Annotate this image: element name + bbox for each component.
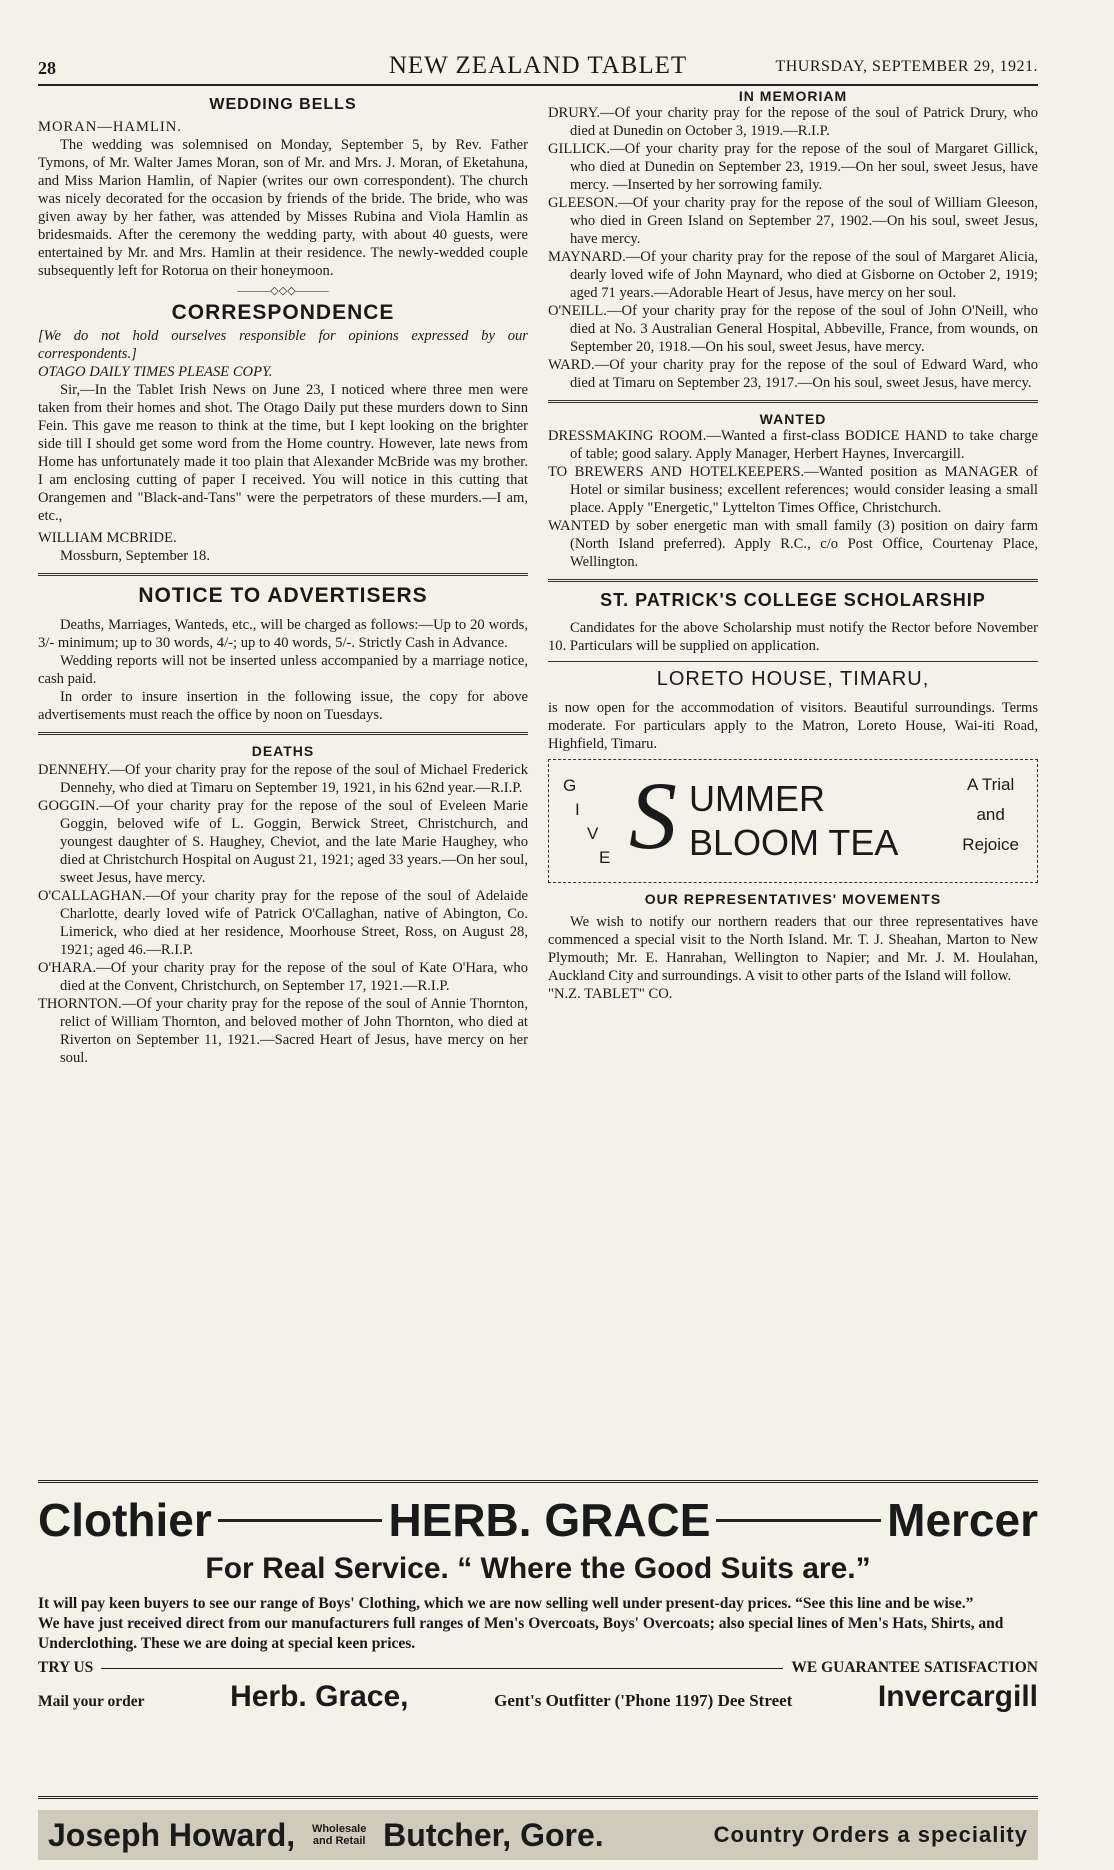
death-notice: DENNEHY.—Of your charity pray for the repose of the soul of Michael Frederick Dennehy, who died at Timaru on September 19, 1921, in his 62nd year.—R.I.P. — [38, 762, 528, 796]
wanted-notice: TO BREWERS AND HOTELKEEPERS.—Wanted position as MANAGER of Hotel or similar business; excellent references; would consider leasing a small place. Apply "Energetic," Lyttelton Times Office, Christchurch. — [548, 464, 1038, 516]
herb-grace-advert — [38, 1490, 1038, 1714]
notice-p1: Deaths, Marriages, Wanteds, etc., will be charged as follows:—Up to 20 words, 3/- minimum; up to 30 words, 4/-; up to 40 words, 5/-. Strictly Cash in Advance. — [38, 617, 528, 651]
tea-letter: V — [587, 824, 599, 843]
scholarship-body: Candidates for the above Scholarship must notify the Rector before November 10. Particulars will be supplied on application. — [548, 620, 1038, 654]
advert-outfitter: Gent's Outfitter ('Phone 1197) Dee Street — [494, 1691, 793, 1710]
death-notice: THORNTON.—Of your charity pray for the repose of the soul of Annie Thornton, relict of William Thornton, and beloved mother of John Thornton, who died at Riverton on September 11, 1921.—Sacred Heart of Jesus, have mercy on her soul. — [38, 996, 528, 1066]
tea-ornate-s: S — [629, 762, 677, 869]
tea-right-line: A Trial — [967, 775, 1015, 794]
correspondence-heading: CORRESPONDENCE — [171, 301, 395, 324]
page-number: 28 — [38, 58, 56, 78]
page-header — [38, 52, 1038, 80]
advert-p1: It will pay keen buyers to see our range of Boys' Clothing, which we are now selling well under present-day prices. “See this line and be wise.” — [38, 1595, 974, 1612]
tea-letter: G — [563, 776, 577, 795]
death-notice: O'CALLAGHAN.—Of your charity pray for the repose of the soul of Adelaide Charlotte, dearly loved wife of Patrick O'Callaghan, native of Abington, Co. Limerick, who died at her residence, Moorhouse Street, Ross, on August 28, 1921; aged 46.—R.I.P. — [38, 888, 528, 958]
death-notice: GOGGIN.—Of your charity pray for the repose of the soul of Eveleen Marie Goggin, beloved wife of L. Goggin, Berwick Street, Christchurch, and youngest daughter of S. Haughey, Cheviot, and the late Marie Haughey, who died at Christchurch Hospital on August 21, 1921; aged 33 years.—On her soul, sweet Jesus, have mercy. — [38, 798, 528, 886]
section-rule — [548, 661, 1038, 662]
tea-line1: UMMER — [689, 778, 825, 819]
section-rule — [38, 573, 528, 576]
wedding-body: The wedding was solemnised on Monday, September 5, by Rev. Father Tymons, of Mr. Walter James Moran, son of Mr. and Mrs. J. Moran, of Eketahuna, and Miss Marion Hamlin, of Napier (writes our own correspondent). The church was nicely decorated for the occasion by friends of the bride. The bride, who was given away by her father, was attended by Misses Rubina and Viola Hamlin as bridesmaids. After the ceremony the wedding party, with about 40 guests, were entertained by Mr. and Mrs. Hamlin at their residence. The newly-wedded couple subsequently left for Rotorua on their honeymoon. — [38, 137, 528, 279]
tea-advertisement — [548, 759, 1038, 883]
correspondence-signature: WILLIAM MCBRIDE. — [38, 530, 177, 546]
tea-letter: I — [575, 800, 580, 819]
advert-mail-row — [38, 1680, 1038, 1714]
section-rule — [548, 579, 1038, 582]
tea-right-text — [962, 770, 1019, 860]
loreto-body: is now open for the accommodation of visitors. Beautiful surroundings. Terms moderate. For particulars apply to the Matron, Loreto House, Wai-iti Road, Highfield, Timaru. — [548, 700, 1038, 752]
deaths-heading: DEATHS — [251, 743, 315, 759]
left-column — [38, 96, 528, 1067]
advert-top-rule — [38, 1480, 1038, 1483]
issue-date: THURSDAY, SEPTEMBER 29, 1921. — [775, 58, 1038, 75]
memoriam-notice: DRURY.—Of your charity pray for the repose of the soul of Patrick Drury, who died at Dunedin on October 3, 1919.—R.I.P. — [548, 105, 1038, 139]
correspondence-note: [We do not hold ourselves responsible for opinions expressed by our correspondents.] — [38, 328, 528, 362]
wedding-subheading: MORAN—HAMLIN. — [38, 119, 182, 135]
masthead-title: NEW ZEALAND TABLET — [388, 52, 688, 79]
reps-heading: OUR REPRESENTATIVES' MOVEMENTS — [644, 891, 942, 907]
advert-line — [101, 1668, 783, 1669]
banner-wholesale: Wholesale and Retail — [311, 1823, 367, 1847]
memoriam-heading: IN MEMORIAM — [738, 88, 848, 104]
memoriam-notice: GLEESON.—Of your charity pray for the repose of the soul of William Gleeson, who died in Green Island on September 27, 1902.—On his soul, sweet Jesus, have mercy. — [548, 195, 1038, 247]
butcher-banner — [38, 1810, 1038, 1860]
tea-line2: BLOOM TEA — [689, 822, 899, 863]
wanted-heading: WANTED — [759, 411, 827, 427]
advert-clothier: Clothier — [38, 1494, 212, 1546]
reps-body: We wish to notify our northern readers that our three representatives have commenced a special visit to the North Island. Mr. T. J. Sheahan, Marton to New Plymouth; Mr. E. Hanrahan, Wellington to Napier; and Mr. J. M. Houlahan, Auckland City and surroundings. A visit to other parts of the Island will follow. — [548, 914, 1038, 984]
advert-herb: Herb. Grace, — [230, 1680, 409, 1713]
correspondence-body: Sir,—In the Tablet Irish News on June 23, I noticed where three men were taken from their homes and shot. The Otago Daily put these murders down to Sinn Fein. This gave me reason to think at the time, but I kept looking on the brighter side till I should get some word from the Home country. However, late news from Home has unfortunately made it too plain that Alexander McBride was my brother. I am enclosing cutting of paper I received. You will notice in this cutting that Orangemen and "Black-and-Tans" were the perpetrators of these murders.—I am, etc., — [38, 382, 528, 524]
banner-row — [38, 1810, 1038, 1860]
advert-p2: We have just received direct from our manufacturers full ranges of Men's Overcoats, Boys' Overcoats; also special lines of Men's Hats, Shirts, and Underclothing. These we are doing at special keen prices. — [38, 1615, 1004, 1652]
advert-mail: Mail your order — [38, 1693, 145, 1710]
advert-guarantee: WE GUARANTEE SATISFACTION — [791, 1659, 1038, 1676]
advert-slogan: For Real Service. “ Where the Good Suits are.” — [205, 1552, 871, 1585]
advert-name: HERB. GRACE — [388, 1494, 711, 1546]
advert-line — [716, 1519, 881, 1522]
section-rule — [548, 400, 1038, 403]
loreto-heading: LORETO HOUSE, TIMARU, — [656, 668, 930, 690]
advert-bottom-rule — [38, 1796, 1038, 1799]
advert-line — [218, 1519, 383, 1522]
tea-letter: E — [599, 848, 611, 867]
header-rule — [38, 84, 1038, 86]
reps-signature: "N.Z. TABLET" CO. — [548, 986, 673, 1002]
advert-mercer: Mercer — [887, 1494, 1038, 1546]
tea-right-line: and — [976, 805, 1005, 824]
tea-right-line: Rejoice — [962, 835, 1019, 854]
advert-city: Invercargill — [877, 1680, 1038, 1713]
memoriam-notice: O'NEILL.—Of your charity pray for the repose of the soul of John O'Neill, who died at No. 3 Australian General Hospital, Abbeville, France, from wounds, on September 20, 1918.—On his soul, sweet Jesus, have mercy. — [548, 303, 1038, 355]
tea-give-letters — [563, 774, 610, 870]
wedding-heading: WEDDING BELLS — [209, 96, 357, 113]
correspondence-place: Mossburn, September 18. — [60, 548, 210, 564]
scholarship-heading: ST. PATRICK'S COLLEGE SCHOLARSHIP — [600, 590, 986, 610]
notice-p3: In order to insure insertion in the following issue, the copy for above advertisements must reach the office by noon on Tuesdays. — [38, 689, 528, 723]
notice-heading: NOTICE TO ADVERTISERS — [138, 584, 428, 607]
advert-title-row — [38, 1490, 1038, 1550]
wanted-notice: DRESSMAKING ROOM.—Wanted a first-class BODICE HAND to take charge of table; good salary. Apply Manager, Herbert Haynes, Invercargill. — [548, 428, 1038, 462]
memoriam-notice: MAYNARD.—Of your charity pray for the repose of the soul of Margaret Alicia, dearly loved wife of John Maynard, who died at Gisborne on October 2, 1919; aged 71 years.—Adorable Heart of Jesus, have mercy on her soul. — [548, 249, 1038, 301]
notice-p2: Wedding reports will not be inserted unless accompanied by a marriage notice, cash paid. — [38, 653, 528, 687]
right-column — [548, 88, 1038, 1003]
wanted-notice: WANTED by sober energetic man with small family (3) position on dairy farm (North Island preferred). Apply R.C., c/o Post Office, Courtenay Place, Wellington. — [548, 518, 1038, 570]
advert-try: TRY US — [38, 1659, 94, 1676]
memoriam-notice: WARD.—Of your charity pray for the repose of the soul of Edward Ward, who died at Timaru on September 23, 1917.—On his soul, sweet Jesus, have mercy. — [548, 357, 1038, 391]
banner-country: Country Orders a speciality — [713, 1822, 1028, 1847]
death-notice: O'HARA.—Of your charity pray for the repose of the soul of Kate O'Hara, who died at the Convent, Christchurch, on September 17, 1921.—R.I.P. — [38, 960, 528, 994]
memoriam-notice: GILLICK.—Of your charity pray for the repose of the soul of Margaret Gillick, who died at Dunedin on September 23, 1919.—On her soul, sweet Jesus, have mercy. —Inserted by her sorrowing family. — [548, 141, 1038, 193]
banner-name: Joseph Howard, — [48, 1816, 296, 1853]
correspondence-subheading: OTAGO DAILY TIMES PLEASE COPY. — [38, 364, 273, 380]
section-rule — [38, 732, 528, 735]
ornament-divider: ———◇◇◇——— — [237, 285, 329, 297]
advert-try-row — [38, 1658, 1038, 1678]
banner-butcher: Butcher, Gore. — [383, 1816, 604, 1853]
